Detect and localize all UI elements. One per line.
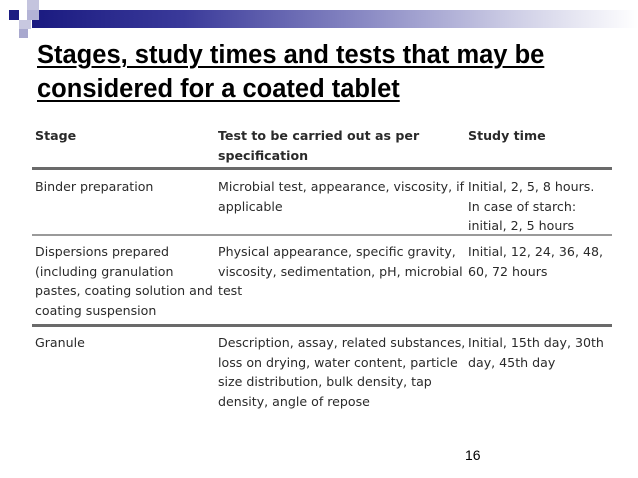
header-stage: Stage [35, 128, 77, 143]
decorative-square-icon [27, 0, 39, 10]
cell-test: Microbial test, appearance, viscosity, if applicable [218, 179, 465, 214]
stages-table [32, 120, 612, 447]
cell-test: Description, assay, related substances, loss on drying, water content, particle size distribution, bulk density, tap density, angle of repose [218, 335, 466, 409]
cell-stage: Binder preparation [35, 179, 154, 194]
cell-stage: Granule [35, 335, 85, 350]
cell-test: Physical appearance, specific gravity, viscosity, sedimentation, pH, microbial test [218, 244, 463, 298]
decorative-square-icon [9, 10, 19, 20]
slide-title: Stages, study times and tests that may be considered for a coated tablet [37, 41, 545, 103]
table-row [32, 170, 612, 236]
decorative-square-icon [19, 29, 28, 38]
cell-stage: Dispersions prepared (including granulation pastes, coating solution and coating suspension [35, 244, 213, 318]
table-row [32, 327, 612, 447]
cell-study-time: Initial, 2, 5, 8 hours. In case of starch: initial, 2, 5 hours [468, 179, 595, 233]
cell-study-time: Initial, 15th day, 30th day, 45th day [468, 335, 604, 370]
cell-study-time: Initial, 12, 24, 36, 48, 60, 72 hours [468, 244, 603, 279]
table-header-row [32, 120, 612, 170]
decorative-square-icon [27, 10, 39, 20]
header-study-time: Study time [468, 128, 546, 143]
header-test: Test to be carried out as per specification [218, 128, 420, 163]
table-row [32, 236, 612, 327]
page-number: 16 [465, 447, 481, 463]
decorative-square-icon [19, 20, 31, 29]
header-gradient-bar [32, 10, 638, 28]
